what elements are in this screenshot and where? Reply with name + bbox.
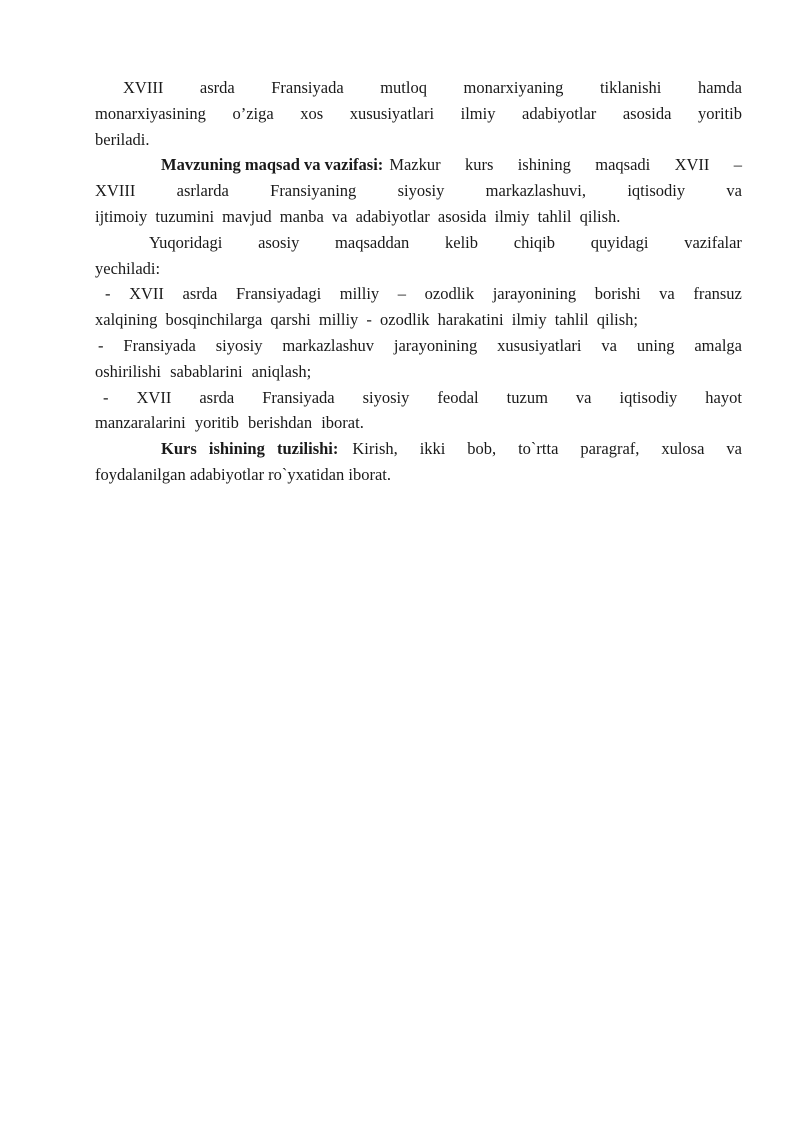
word: amalga: [694, 335, 742, 355]
word: Mazkur: [389, 155, 441, 175]
word: adabiyotlar: [522, 103, 597, 123]
paragraph-5-line-2: [95, 359, 742, 385]
word: yoritib: [697, 103, 742, 123]
paragraph-6-line-2: [95, 410, 742, 436]
paragraph-4-line-2: [95, 307, 742, 333]
paragraph-2-line-2: [95, 178, 742, 204]
word: tiklanishi: [599, 78, 662, 97]
word: vazifalar: [684, 232, 742, 252]
word: jarayonining: [492, 284, 577, 304]
word: asrda: [182, 284, 218, 304]
paragraph-3-line-1: [95, 230, 742, 256]
paragraph-7-line-2: [95, 462, 742, 488]
word: to`rtta: [518, 439, 559, 459]
word: markazlashuvi,: [485, 181, 587, 201]
word: kurs: [464, 155, 494, 175]
word: maqsadi: [595, 155, 651, 175]
word: xususiyatlari: [497, 335, 582, 355]
paragraph-2-line-1: [95, 152, 742, 178]
paragraph-3-line-2: [95, 256, 742, 282]
word: ozodlik: [424, 284, 475, 304]
paragraph-6-text: manzaralarini yoritib berishdan iborat.: [95, 413, 364, 433]
word: chiqib: [513, 232, 555, 252]
word: paragraf,: [580, 439, 640, 459]
word: tuzum: [506, 387, 548, 407]
word: XVII: [136, 387, 172, 407]
word: Fransiyada: [123, 335, 196, 355]
word: Kirish,: [352, 439, 398, 459]
paragraph-1-line-1: [95, 75, 742, 101]
word: o’ziga: [232, 103, 274, 123]
word: asrda: [199, 78, 235, 97]
word: uning: [636, 335, 675, 355]
word: mutloq: [380, 78, 427, 97]
word: XVII: [129, 284, 164, 304]
word: ilmiy: [460, 103, 496, 123]
word: –: [733, 155, 742, 175]
paragraph-6-line-1: [95, 385, 742, 411]
paragraph-5-text: oshirilishi sabablarini aniqlash;: [95, 361, 312, 381]
word: va: [726, 439, 742, 459]
word: –: [397, 284, 407, 304]
word: iqtisodiy: [627, 181, 686, 201]
word: -: [103, 387, 109, 407]
word: jarayonining: [393, 335, 478, 355]
section-heading-goal: Mavzuning maqsad va vazifasi:: [161, 155, 384, 175]
word: va: [601, 335, 617, 355]
word: borishi: [594, 284, 641, 304]
word: va: [575, 387, 592, 407]
word: Yuqoridagi: [149, 232, 223, 252]
word: siyosiy: [397, 181, 445, 201]
word: feodal: [437, 387, 479, 407]
word: siyosiy: [215, 335, 263, 355]
section-heading-structure: Kurs ishining tuzilishi:: [161, 439, 339, 459]
paragraph-7-first-line-rest: [352, 436, 742, 462]
word: markazlashuv: [282, 335, 374, 355]
word: asrlarda: [176, 181, 229, 201]
word: XVII: [674, 155, 710, 175]
paragraph-1-line-3: [95, 127, 742, 153]
word: quyidagi: [590, 232, 649, 252]
paragraph-1-line-2: [95, 101, 742, 127]
word: bob,: [467, 439, 497, 459]
paragraph-2-first-line-rest: [389, 152, 742, 178]
word: hayot: [705, 387, 742, 407]
word: monarxiyaning: [463, 78, 564, 97]
word: asosiy: [258, 232, 300, 252]
word: siyosiy: [362, 387, 410, 407]
paragraph-7-line-1: [95, 436, 742, 462]
paragraph-7-text: foydalanilgan adabiyotlar ro`yxatidan iborat.: [95, 464, 391, 484]
paragraph-1-text: beriladi.: [95, 129, 150, 149]
word: Fransiyadagi: [235, 284, 322, 304]
word: milliy: [339, 284, 380, 304]
word: iqtisodiy: [619, 387, 678, 407]
word: XVIII: [95, 181, 136, 201]
word: ikki: [419, 439, 446, 459]
word: asrda: [199, 387, 235, 407]
word: XVIII: [123, 78, 164, 97]
word: fransuz: [693, 284, 742, 304]
paragraph-4-text: xalqining bosqinchilarga qarshi milliy - ozodlik harakatini ilmiy tahlil qilish;: [95, 310, 638, 330]
word: -: [105, 284, 111, 304]
paragraph-3-text: yechiladi:: [95, 258, 161, 278]
word: xulosa: [661, 439, 705, 459]
document-page: [95, 75, 742, 488]
word: monarxiyasining: [95, 103, 206, 123]
paragraph-2-text: ijtimoiy tuzumini mavjud manba va adabiyotlar asosida ilmiy tahlil qilish.: [95, 206, 621, 226]
word: Fransiyaning: [270, 181, 357, 201]
word: Fransiyada: [271, 78, 344, 97]
paragraph-4-line-1: [95, 281, 742, 307]
word: maqsaddan: [335, 232, 410, 252]
word: -: [98, 335, 104, 355]
word: va: [659, 284, 675, 304]
paragraph-2-line-3: [95, 204, 742, 230]
paragraph-5-line-1: [95, 333, 742, 359]
word: kelib: [445, 232, 479, 252]
word: hamda: [697, 78, 742, 97]
word: asosida: [622, 103, 672, 123]
word: Fransiyada: [262, 387, 335, 407]
word: xos: [300, 103, 324, 123]
word: ishining: [517, 155, 571, 175]
word: va: [726, 181, 742, 201]
word: xususiyatlari: [349, 103, 435, 123]
